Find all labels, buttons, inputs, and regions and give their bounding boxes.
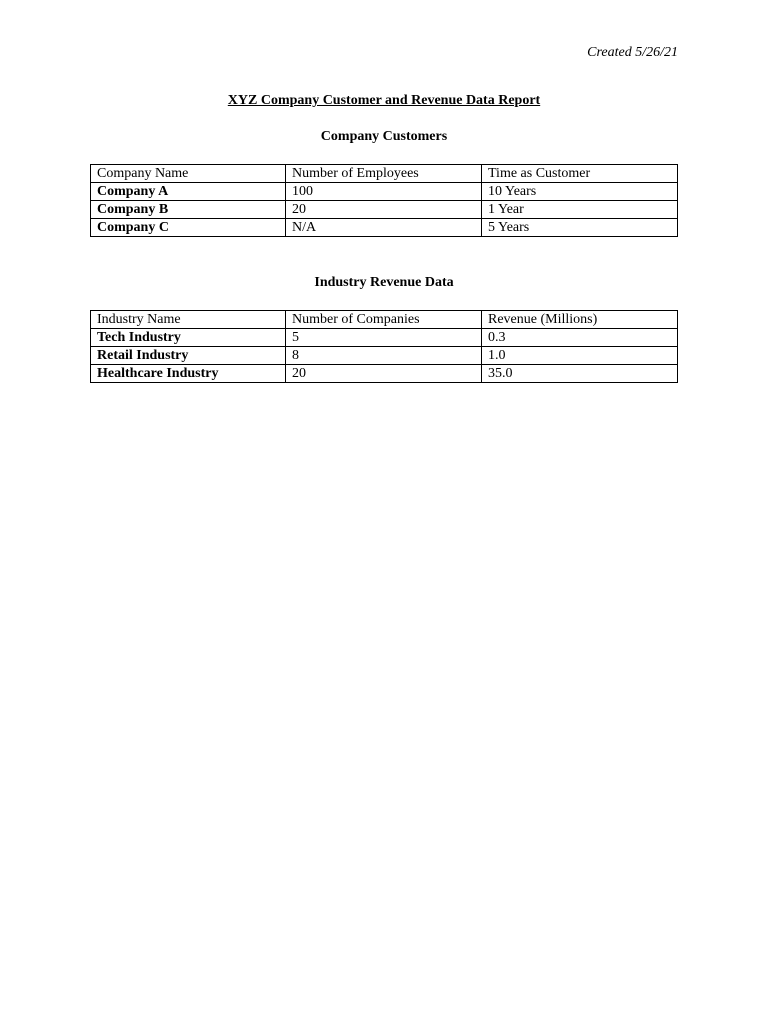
header-cell: Revenue (Millions) <box>482 311 678 329</box>
row-label-cell: Tech Industry <box>91 329 286 347</box>
customers-table <box>90 164 678 237</box>
table-cell: 20 <box>286 365 482 383</box>
created-date: Created 5/26/21 <box>587 45 678 60</box>
header-cell: Number of Employees <box>286 165 482 183</box>
header-cell: Number of Companies <box>286 311 482 329</box>
report-title-block <box>0 93 768 109</box>
row-label-cell: Company C <box>91 219 286 237</box>
table-cell: 8 <box>286 347 482 365</box>
table-cell: 10 Years <box>482 183 678 201</box>
table-row <box>91 219 678 237</box>
table-row <box>91 183 678 201</box>
row-label-cell: Healthcare Industry <box>91 365 286 383</box>
row-label-cell: Company A <box>91 183 286 201</box>
table-cell: 1 Year <box>482 201 678 219</box>
table-row <box>91 347 678 365</box>
row-label-cell: Retail Industry <box>91 347 286 365</box>
table-cell: 20 <box>286 201 482 219</box>
row-label-cell: Company B <box>91 201 286 219</box>
header-cell: Industry Name <box>91 311 286 329</box>
section-title-revenue: Industry Revenue Data <box>314 275 454 290</box>
table-cell: 5 Years <box>482 219 678 237</box>
table-row <box>91 365 678 383</box>
table-cell: N/A <box>286 219 482 237</box>
section-title-customers: Company Customers <box>320 129 448 144</box>
table-cell: 5 <box>286 329 482 347</box>
table-cell: 0.3 <box>482 329 678 347</box>
table-header-row <box>91 311 678 329</box>
table-row <box>91 329 678 347</box>
table-cell: 1.0 <box>482 347 678 365</box>
header-cell: Company Name <box>91 165 286 183</box>
header-cell: Time as Customer <box>482 165 678 183</box>
table-row <box>91 201 678 219</box>
table-header-row <box>91 165 678 183</box>
revenue-table <box>90 310 678 383</box>
table-cell: 100 <box>286 183 482 201</box>
table-cell: 35.0 <box>482 365 678 383</box>
report-title: XYZ Company Customer and Revenue Data Report <box>227 93 541 108</box>
